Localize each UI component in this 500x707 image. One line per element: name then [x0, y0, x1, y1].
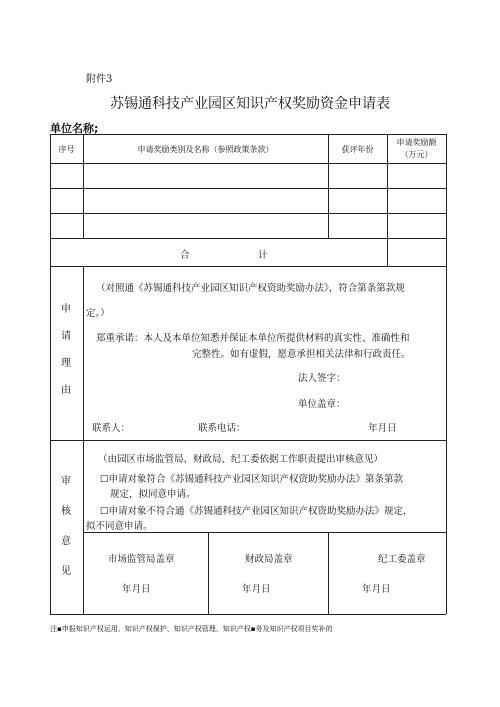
unit-name-label: 单位名称;	[50, 122, 99, 135]
review-option-reject: ☐申请对象不符合通《苏锡通科技产业园区知识产权资助奖励办法》规定，	[100, 506, 413, 517]
reason-side-char: 理	[61, 358, 71, 369]
seal-date-label: 年月日	[122, 584, 151, 595]
col-header-index: 序号	[58, 145, 75, 154]
contact-person-label: 联系人：	[92, 423, 131, 434]
col-header-amount: 申请奖励额	[396, 138, 437, 147]
total-label-2: 计	[258, 250, 268, 261]
pledge-text: 郑重承诺：本人及本单位知悉并保证本单位所提供材料的真实性、准确性和	[96, 333, 410, 344]
col-header-category: 申请奖励类别及名称（参照政策条款）	[137, 145, 274, 154]
review-option-approve: ☐申请对象符合《苏锡通科技产业园区知识产权资助奖励办法》第条第款	[100, 474, 404, 485]
unit-seal-label: 单位盖章：	[298, 399, 346, 410]
seal-date-label: 年月日	[362, 584, 391, 595]
review-instruction: （由园区市场监管局、财政局、纪工委依据工作职责提出审核意见）	[98, 454, 384, 465]
review-option-approve-cont: 规定，拟同意申请。	[110, 489, 196, 500]
table-rule	[83, 532, 446, 533]
review-side-char: 核	[61, 506, 71, 517]
market-regulation-seal-label: 市场监管局盖章	[108, 554, 175, 565]
table-rule	[50, 266, 446, 267]
discipline-committee-seal-label: 纪工委盖章	[378, 554, 426, 565]
reason-side-char: 申	[61, 304, 71, 315]
reason-instruction-cont: 定。）	[86, 308, 110, 319]
total-label: 合	[180, 250, 190, 261]
seal-date-label: 年月日	[242, 584, 271, 595]
reason-date-label: 年月日	[368, 423, 397, 434]
finance-bureau-seal-label: 财政局盖章	[245, 554, 293, 565]
table-border-right	[446, 134, 447, 614]
reason-side-char: 请	[61, 331, 71, 342]
col-header-year: 获评年份	[341, 145, 374, 154]
table-border-bottom	[50, 614, 446, 615]
pledge-text-cont: 完整性。如有虚假，愿意承担相关法律和行政责任。	[192, 349, 411, 360]
reason-instruction: （对照通《苏锡通科技产业园区知识产权资助奖励办法》，符合第条第款规	[96, 283, 405, 294]
table-col-divider	[208, 532, 209, 614]
table-col-divider	[328, 532, 329, 614]
col-header-amount-unit: （万元）	[400, 150, 433, 159]
footnote: 注▪申报知识产权运用、知识产权保护、知识产权管理、知识产权▪务及知识产权项目奖补的	[50, 625, 333, 633]
review-side-char: 见	[61, 566, 71, 577]
legal-rep-signature-label: 法人签字：	[298, 373, 346, 384]
table-rule	[50, 440, 446, 441]
table-border-left	[50, 134, 51, 614]
review-side-char: 审	[61, 476, 71, 487]
reason-side-char: 由	[61, 385, 71, 396]
document-title: 苏锡通科技产业园区知识产权奖励资金申请表	[110, 96, 390, 112]
review-option-reject-cont: 拟不同意申请。	[86, 521, 153, 532]
attachment-label: 附件3	[86, 74, 113, 85]
review-side-char: 意	[61, 536, 71, 547]
contact-phone-label: 联系电话：	[198, 423, 246, 434]
table-col-divider	[83, 266, 84, 614]
